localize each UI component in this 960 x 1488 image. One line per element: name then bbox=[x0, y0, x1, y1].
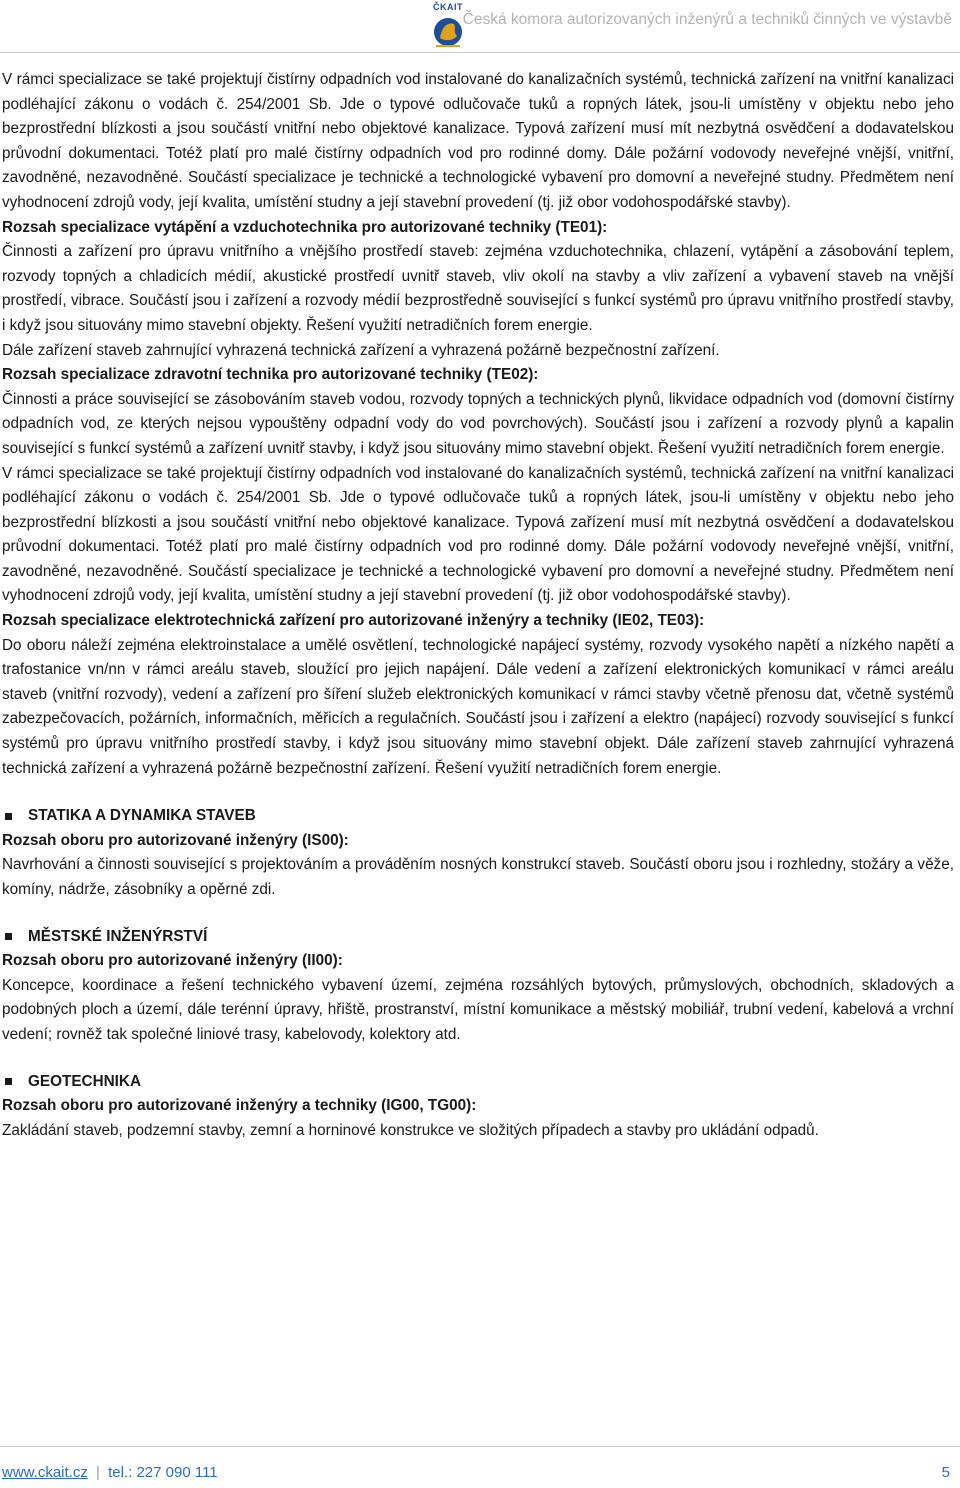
paragraph: Činnosti a práce související se zásobováním staveb vodou, rozvody topných a technických plynů, likvidace odpadních vod (domovní čistírny odpadních vod, ze kterých nejsou vypouštěny odpadní vody do vod povrchových). Součástí jsou i zařízení a rozvody plynů a kapalin související s funkcí systémů a zařízení uvnitř stavby, i když jsou situovány mimo stavební objekt. Řešení využití netradičních forem energie. bbox=[2, 390, 954, 457]
heading-te02: Rozsah specializace zdravotní technika pro autorizované techniky (TE02): bbox=[2, 366, 539, 384]
logo-text: ČKAIT bbox=[433, 2, 463, 12]
page-number: 5 bbox=[941, 1464, 950, 1481]
website-link[interactable]: www.ckait.cz bbox=[2, 1464, 88, 1481]
header-title: Česká komora autorizovaných inženýrů a techniků činných ve výstavbě bbox=[462, 11, 952, 28]
paragraph: V rámci specializace se také projektují čistírny odpadních vod instalované do kanalizačních systémů, technická zařízení na vnitřní kanalizaci podléhající zákonu o vodách č. 254/2001 Sb. Jde o typové odlučovače tuků a ropných látek, jsou-li umístěny v objektu nebo jeho bezprostřední blízkosti a jsou součástí vnitřní nebo objektové kanalizace. Typová zařízení musí mít nezbytná osvědčení a dodavatelskou průvodní dokumentaci. Totéž platí pro malé čistírny odpadních vod pro rodinné domy. Dále požární vodovody neveřejné vnější, vnitřní, zavodněné, nezavodněné. Součástí specializace je technické a technologické vybavení pro domovní a neveřejné studny. Předmětem není vyhodnocení zdrojů vody, její kvalita, umístění studny a její stavební provedení (tj. již obor vodohospodářské stavby). bbox=[2, 464, 954, 605]
paragraph: Dále zařízení staveb zahrnující vyhrazená technická zařízení a vyhrazená požárně bezpečnostní zařízení. bbox=[2, 341, 720, 359]
paragraph: V rámci specializace se také projektují čistírny odpadních vod instalované do kanalizačních systémů, technická zařízení na vnitřní kanalizaci podléhající zákonu o vodách č. 254/2001 Sb. Jde o typové odlučovače tuků a ropných látek, jsou-li umístěny v objektu nebo jeho bezprostřední blízkosti a jsou součástí vnitřní nebo objektové kanalizace. Typová zařízení musí mít nezbytná osvědčení a dodavatelskou průvodní dokumentaci. Totéž platí pro malé čistírny odpadních vod pro rodinné domy. Dále požární vodovody neveřejné vnější, vnitřní, zavodněné, nezavodněné. Součástí specializace je technické a technologické vybavení pro domovní a neveřejné studny. Předmětem není vyhodnocení zdrojů vody, její kvalita, umístění studny a její stavební provedení (tj. již obor vodohospodářské stavby). bbox=[2, 71, 954, 211]
heading-ii00: Rozsah oboru pro autorizované inženýry (II00): bbox=[2, 952, 343, 970]
square-bullet-icon bbox=[5, 933, 12, 940]
header-divider bbox=[0, 52, 960, 53]
section-geotechnika bbox=[2, 1070, 954, 1095]
section-mestske bbox=[2, 925, 954, 950]
section-title: MĚSTSKÉ INŽENÝRSTVÍ bbox=[28, 927, 208, 945]
paragraph: Činnosti a zařízení pro úpravu vnitřního a vnějšího prostředí staveb: zejména vzduchotechnika, chlazení, vytápění a zásobování teplem, rozvody topných a chladicích médií, akustické prostředí uvnitř staveb, vliv okolí na stavby a vliv zařízení a vybavení staveb na vnější prostředí, vibrace. Součástí jsou i zařízení a rozvody médií bezprostředně související s funkcí systémů pro úpravu vnitřního prostředí stavby, i když jsou situovány mimo stavební objekty. Řešení využití netradičních forem energie. bbox=[2, 243, 954, 334]
paragraph: Koncepce, koordinace a řešení technického vybavení území, zejména rozsáhlých bytových, průmyslových, obchodních, skladových a podobných ploch a území, dále terénní úpravy, hřiště, prostranství, místní komunikace a městský mobiliář, trubní vedení, kabelová a vrchní vedení; rovněž tak společné liniové trasy, kabelovody, kolektory atd. bbox=[2, 976, 954, 1043]
section-title: STATIKA A DYNAMIKA STAVEB bbox=[28, 807, 256, 825]
document-body bbox=[2, 68, 954, 1143]
footer-separator: | bbox=[96, 1464, 100, 1481]
page-footer bbox=[2, 1464, 950, 1481]
phone-number: tel.: 227 090 111 bbox=[108, 1464, 218, 1481]
paragraph: Zakládání staveb, podzemní stavby, zemní a horninové konstrukce ve složitých případech a stavby pro ukládání odpadů. bbox=[2, 1121, 819, 1139]
heading-ig00: Rozsah oboru pro autorizované inženýry a techniky (IG00, TG00): bbox=[2, 1097, 477, 1115]
paragraph: Do oboru náleží zejména elektroinstalace a umělé osvětlení, technologické napájecí systémy, rozvody vysokého napětí a nízkého napětí a trafostanice vn/nn v rámci areálu staveb, sloužící pro jejich napájení. Dále vedení a zařízení elektronických komunikací v rámci areálu staveb (vnitřní rozvody), vedení a zařízení pro šíření služeb elektronických komunikací v rámci stavby včetně přenosu dat, včetně systémů zabezpečovacích, požárních, informačních, měřicích a regulačních. Součástí jsou i zařízení a elektro (napájecí) rozvody související s funkcí systémů pro úpravu vnitřního prostředí stavby, i když jsou situovány mimo stavební objekt. Dále zařízení staveb zahrnující vyhrazená technická zařízení a vyhrazená požárně bezpečnostní zařízení. Řešení využití netradičních forem energie. bbox=[2, 636, 954, 777]
page-header bbox=[0, 0, 960, 52]
heading-te01: Rozsah specializace vytápění a vzduchotechnika pro autorizované techniky (TE01): bbox=[2, 218, 608, 236]
heading-ie02: Rozsah specializace elektrotechnická zařízení pro autorizované inženýry a techniky (IE02, TE03): bbox=[2, 612, 705, 630]
paragraph: Navrhování a činnosti související s projektováním a prováděním nosných konstrukcí staveb. Součástí oboru jsou i rozhledny, stožáry a věže, komíny, nádrže, zásobníky a opěrné zdi. bbox=[2, 856, 954, 898]
square-bullet-icon bbox=[5, 813, 12, 820]
footer-divider bbox=[0, 1446, 960, 1447]
square-bullet-icon bbox=[5, 1078, 12, 1085]
section-statika bbox=[2, 804, 954, 829]
section-title: GEOTECHNIKA bbox=[28, 1072, 142, 1090]
heading-is00: Rozsah oboru pro autorizované inženýry (IS00): bbox=[2, 831, 349, 849]
